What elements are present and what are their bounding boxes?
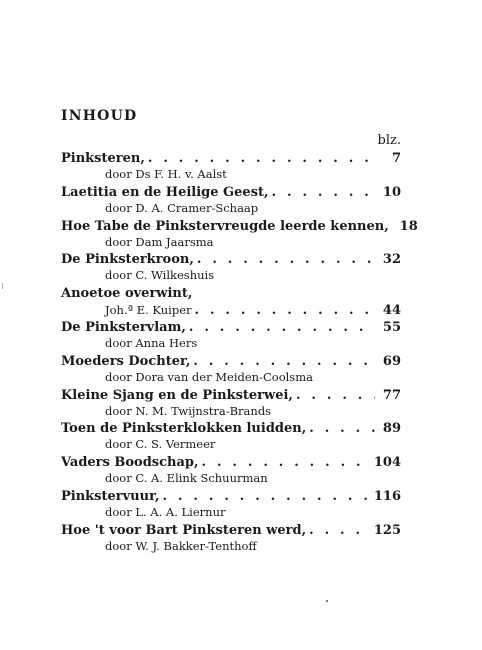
toc-entry-author: door N. M. Twijnstra-Brands <box>105 403 272 418</box>
page-title: INHOUD <box>61 108 138 124</box>
toc-entry <box>61 488 401 522</box>
toc-entry <box>61 454 401 488</box>
toc-entry-title-line <box>61 150 401 167</box>
toc-entry-title: Anoetoe overwint, <box>61 286 193 302</box>
toc-entry-title: Pinksteren, <box>61 151 145 166</box>
toc-leader-dots <box>269 184 375 201</box>
toc-entry <box>61 285 401 319</box>
toc-entry <box>61 387 401 421</box>
toc-entry-title-line <box>61 353 401 370</box>
toc-entry-author: door C. A. Elink Schuurman <box>105 471 268 486</box>
toc-page-number: 55 <box>382 319 401 335</box>
toc-entry-title: Moeders Dochter, <box>61 353 191 369</box>
toc-entry-title-line <box>61 319 401 336</box>
toc-entry <box>61 420 401 454</box>
toc-page-number: 125 <box>373 522 401 538</box>
toc-entry-title: Vaders Boodschap, <box>61 455 199 471</box>
toc-entry-author: door C. Wilkeshuis <box>105 268 215 283</box>
page-column-label: blz. <box>377 133 401 148</box>
toc-leader-dots <box>194 251 375 268</box>
toc-entry <box>61 184 401 218</box>
toc-page-number: 18 <box>399 218 418 234</box>
toc-leader-dots <box>199 454 372 471</box>
toc-entry <box>61 251 401 285</box>
toc-entry-author: door L. A. A. Liernur <box>105 504 226 519</box>
toc-leader-dots <box>160 488 372 505</box>
toc-entry-title-line <box>61 218 418 235</box>
toc-entry-author: door Dora van der Meiden-Coolsma <box>105 369 313 384</box>
toc-entry <box>61 353 401 387</box>
toc-entry-author: door C. S. Vermeer <box>105 437 216 452</box>
toc-entry <box>61 522 401 556</box>
toc-entry-title: Kleine Sjang en de Pinksterwei, <box>61 387 293 403</box>
toc-entry-title: De Pinkstervlam, <box>61 319 186 335</box>
toc-page-number: 104 <box>373 455 401 471</box>
toc-entry-title-line <box>61 285 401 302</box>
toc-leader-dots <box>190 353 375 370</box>
toc-leader-dots <box>145 150 375 167</box>
toc-entry-title: Pinkstervuur, <box>61 488 160 504</box>
toc-entry-title: Toen de Pinksterklokken luidden, <box>61 421 307 437</box>
toc-entry-title-line <box>61 251 401 268</box>
toc-leader-dots <box>192 302 375 319</box>
toc-entry-title: Laetitia en de Heilige Geest, <box>61 184 269 200</box>
toc-entry-author: door Dam Jaarsma <box>105 234 214 249</box>
toc-entry-title: Hoe 't voor Bart Pinksteren werd, <box>61 522 307 538</box>
toc-entry-title-line <box>61 420 401 437</box>
toc-page-number: 7 <box>391 151 401 166</box>
toc-entry-title-line <box>61 184 401 201</box>
toc-page-number: 44 <box>382 303 401 319</box>
page-edge-mark <box>2 283 6 289</box>
toc-page-number: 77 <box>382 387 401 403</box>
toc-entry <box>61 218 418 252</box>
toc-page-number: 32 <box>382 252 401 268</box>
toc-entry-author-line <box>61 302 401 319</box>
toc-entry-title-line <box>61 454 401 471</box>
toc-entry-author: door Anna Hers <box>105 335 198 350</box>
toc-entry-title-line <box>61 488 401 505</box>
toc-entry <box>61 150 401 184</box>
toc-leader-dots <box>306 420 375 437</box>
toc-page-number: 69 <box>382 353 401 369</box>
toc-entry-author: Joh.ª E. Kuiper <box>105 303 192 318</box>
table-of-contents <box>61 150 418 556</box>
toc-entry <box>61 319 401 353</box>
toc-entry-title: De Pinksterkroon, <box>61 252 194 268</box>
toc-page-number: 116 <box>373 488 401 504</box>
toc-entry-author: door D. A. Cramer-Schaap <box>105 200 259 215</box>
toc-page-number: 89 <box>382 421 401 437</box>
toc-entry-author: door Ds F. H. v. Aalst <box>105 167 227 181</box>
toc-entry-author: door W. J. Bakker-Tenthoff <box>105 538 257 553</box>
toc-leader-dots <box>293 387 375 404</box>
toc-leader-dots <box>186 319 375 336</box>
toc-entry-title-line <box>61 522 401 539</box>
toc-leader-dots <box>306 522 372 539</box>
toc-entry-title-line <box>61 387 401 404</box>
print-speck <box>326 600 328 602</box>
toc-page-number: 10 <box>382 184 401 200</box>
toc-entry-title: Hoe Tabe de Pinkstervreugde leerde kennen, <box>61 218 389 234</box>
